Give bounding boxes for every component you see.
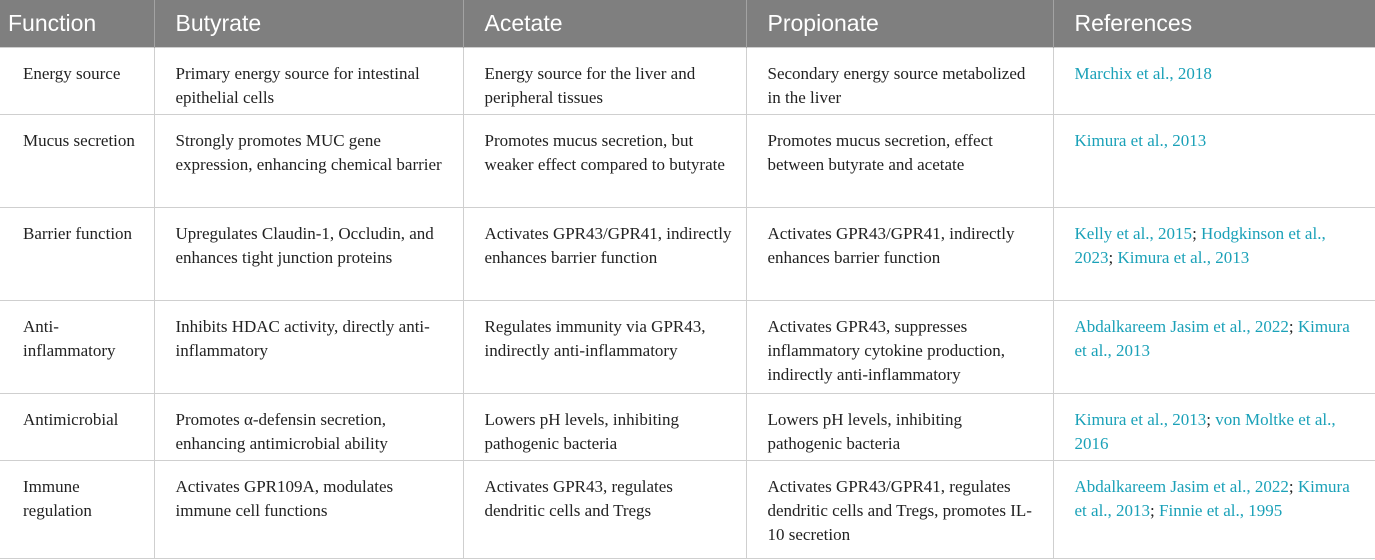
references-cell: Abdalkareem Jasim et al., 2022; Kimura et al., 2013 (1053, 300, 1375, 393)
references-cell (1053, 47, 1375, 114)
butyrate-cell: Activates GPR109A, modulates immune cell functions (154, 460, 463, 558)
table-row (0, 207, 1375, 300)
reference-link[interactable]: Kelly et al., 2015 (1074, 223, 1193, 243)
acetate-cell: Energy source for the liver and peripheral tissues (463, 47, 746, 114)
column-header-butyrate: Butyrate (154, 0, 463, 47)
column-header-references: References (1053, 0, 1375, 47)
table-row (0, 47, 1375, 114)
reference-link[interactable]: Kimura et al., 2013 (1074, 130, 1207, 150)
function-cell: Antimicrobial (0, 393, 154, 460)
reference-link[interactable]: Kimura et al., 2013 (1117, 247, 1250, 267)
reference-link[interactable]: Finnie et al., 1995 (1159, 500, 1283, 520)
table-row (0, 393, 1375, 460)
butyrate-cell: Primary energy source for intestinal epithelial cells (154, 47, 463, 114)
acetate-cell: Lowers pH levels, inhibiting pathogenic bacteria (463, 393, 746, 460)
reference-link[interactable]: Hodgkinson et al., 2023 (1074, 223, 1326, 267)
acetate-cell: Activates GPR43/GPR41, indirectly enhances barrier function (463, 207, 746, 300)
column-header-propionate: Propionate (746, 0, 1053, 47)
reference-link[interactable]: Abdalkareem Jasim et al., 2022 (1074, 316, 1289, 336)
function-cell: Immune regulation (0, 460, 154, 558)
function-cell: Mucus secretion (0, 114, 154, 207)
reference-link[interactable]: Kimura et al., 2013 (1074, 409, 1207, 429)
function-cell: Barrier function (0, 207, 154, 300)
references-cell (1053, 114, 1375, 207)
references-cell: Kimura et al., 2013; von Moltke et al., 2016 (1053, 393, 1375, 460)
propionate-cell: Lowers pH levels, inhibiting pathogenic bacteria (746, 393, 1053, 460)
function-cell: Energy source (0, 47, 154, 114)
propionate-cell: Promotes mucus secretion, effect between butyrate and acetate (746, 114, 1053, 207)
function-cell: Anti-inflammatory (0, 300, 154, 393)
reference-link[interactable]: Kimura et al., 2013 (1074, 476, 1350, 520)
column-header-acetate: Acetate (463, 0, 746, 47)
reference-link[interactable]: von Moltke et al., 2016 (1074, 409, 1336, 453)
acetate-cell: Promotes mucus secretion, but weaker effect compared to butyrate (463, 114, 746, 207)
table-row (0, 460, 1375, 558)
acetate-cell: Activates GPR43, regulates dendritic cells and Tregs (463, 460, 746, 558)
propionate-cell: Secondary energy source metabolized in the liver (746, 47, 1053, 114)
acetate-cell: Regulates immunity via GPR43, indirectly anti-inflammatory (463, 300, 746, 393)
butyrate-cell: Upregulates Claudin-1, Occludin, and enhances tight junction proteins (154, 207, 463, 300)
reference-link[interactable]: Abdalkareem Jasim et al., 2022 (1074, 476, 1289, 496)
column-header-function: Function (8, 9, 97, 36)
butyrate-cell: Strongly promotes MUC gene expression, enhancing chemical barrier (154, 114, 463, 207)
propionate-cell: Activates GPR43, suppresses inflammatory cytokine production, indirectly anti-inflammatory (746, 300, 1053, 393)
table-row (0, 114, 1375, 207)
references-cell: Abdalkareem Jasim et al., 2022; Kimura et al., 2013; Finnie et al., 1995 (1053, 460, 1375, 558)
propionate-cell: Activates GPR43/GPR41, indirectly enhances barrier function (746, 207, 1053, 300)
table-row (0, 300, 1375, 393)
table-header-row (0, 0, 1375, 47)
butyrate-cell: Inhibits HDAC activity, directly anti-inflammatory (154, 300, 463, 393)
propionate-cell: Activates GPR43/GPR41, regulates dendritic cells and Tregs, promotes IL-10 secretion (746, 460, 1053, 558)
references-cell: Kelly et al., 2015; Hodgkinson et al., 2023; Kimura et al., 2013 (1053, 207, 1375, 300)
reference-link[interactable]: Kimura et al., 2013 (1074, 316, 1350, 360)
butyrate-cell: Promotes α-defensin secretion, enhancing antimicrobial ability (154, 393, 463, 460)
reference-link[interactable]: Marchix et al., 2018 (1074, 63, 1212, 83)
